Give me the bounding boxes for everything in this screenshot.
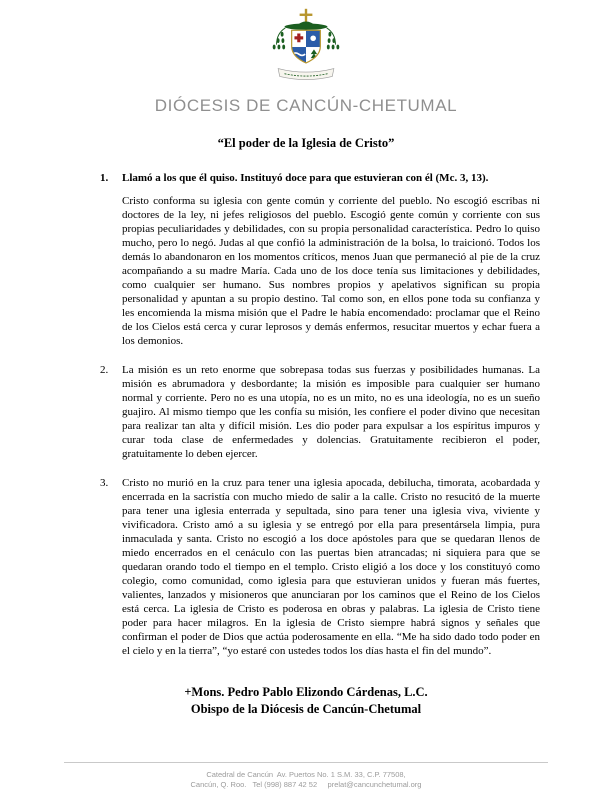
item-number: 2. xyxy=(100,364,109,376)
motto-ribbon-icon xyxy=(278,69,334,80)
item-paragraph: Cristo conforma su iglesia con gente común y corriente del pueblo. No escogió escribas ni doctores de la ley, ni jefes religiosos del pueblo. Escogió gente común y corriente con sus propias peculiaridades y debilidades, con su propia personalidad característica. Pedro lo quiso mucho, pero lo negó. Judas al que confió la administración de la bolsa, lo traicionó. Todos los demás lo abandonaron en los momentos críticos, menos Juan que permaneció al pie de la cruz acompañando a su madre María. Cada uno de los doce tenía sus limitaciones y debilidades, como cualquier ser humano. Sus nombres propios y apelativos significan su propia personalidad y apuntan a su propio destino. Tal como son, en ellos pone toda su confianza y les encomienda la misma misión que el Padre le había encomendado: proclamar que el Reino de los Cielos está cerca y curar leprosos y demás enfermos, resucitar muertos y echar fuera a los demonios. xyxy=(122,195,540,347)
diocese-name: DIÓCESIS DE CANCÚN-CHETUMAL xyxy=(154,96,458,115)
list-item-2 xyxy=(100,363,540,461)
shield-icon xyxy=(292,30,321,64)
item-heading: Llamó a los que él quiso. Instituyó doce para que estuvieran con él (Mc. 3, 13). xyxy=(122,172,489,184)
footer-contact: Cancún, Q. Roo. Tel (998) 887 42 52 prelat@cancunchetumal.org xyxy=(190,780,422,789)
episcopal-coat-of-arms-icon xyxy=(258,8,354,94)
list-item-1 xyxy=(100,171,540,348)
page-footer xyxy=(0,762,612,790)
item-number: 1. xyxy=(100,172,109,184)
item-paragraph: La misión es un reto enorme que sobrepasa todas sus fuerzas y posibilidades humanas. La misión es abrumadora y desbordante; la misión es imposible para cualquier ser humano normal y corriente. Pero no es una utopía, no es un mito, no es una ideología, no es un sueño guajiro. Al mismo tiempo que les confía su misión, les confiere el poder divino que necesitan para realizar tan alta y difícil misión. Les dio poder para expulsar a los espíritus impuros y curar toda clase de enfermedades y dolencias. Gratuitamente recibieron el poder, gratuitamente lo deben ejercer. xyxy=(122,364,540,460)
document-body xyxy=(72,171,540,658)
signature-name: +Mons. Pedro Pablo Elizondo Cárdenas, L.C. xyxy=(184,685,428,699)
crest-container xyxy=(0,0,612,94)
item-content xyxy=(122,476,540,658)
document-title: “El poder de la Iglesia de Cristo” xyxy=(217,136,395,150)
item-number: 3. xyxy=(100,477,109,489)
signature-title: Obispo de la Diócesis de Cancún-Chetumal xyxy=(190,702,422,716)
footer-address: Catedral de Cancún Av. Puertos No. 1 S.M. 33, C.P. 77508, xyxy=(206,770,406,779)
footer-divider xyxy=(64,762,548,763)
galero-hat-icon xyxy=(285,22,328,30)
item-content xyxy=(122,363,540,461)
item-paragraph: Cristo no murió en la cruz para tener una iglesia apocada, debilucha, timorata, acobardada y encerrada en la sacristía con mucho miedo de salir a la calle. Cristo no resucitó de la muerte para tener una iglesia enterrada y sepultada, sino para tener una iglesia viva, viviente y vivificadora. Cristo amó a su iglesia y se entregó por ella para presentársela limpia, pura inmaculada y santa. Cristo no escogió a los doce apóstoles para que se quedaran llenos de miedo encerrados en el cenáculo con las puertas bien atrancadas; ni siquiera para que se quedaran orando todo el tiempo en el templo. Cristo eligió a los doce y los constituyó como colegio, como comunidad, como iglesia para que estuvieran unidos y fueran más fuertes, valientes, lanzados y misioneros que anunciaran por los caminos que el Reino de los Cielos está cerca. La iglesia de Cristo es poderosa en obras y palabras. La iglesia de Cristo tiene poder para hacer milagros. En la iglesia de Cristo siempre habrá signos y señales que confirman el poder de Dios que actúa poderosamente en ella. “Me ha sido dado todo poder en el cielo y en la tierra”, “yo estaré con ustedes todos los días hasta el fin del mundo”. xyxy=(122,477,540,657)
signature-block xyxy=(0,684,612,718)
item-content xyxy=(122,171,540,348)
list-item-3 xyxy=(100,476,540,658)
